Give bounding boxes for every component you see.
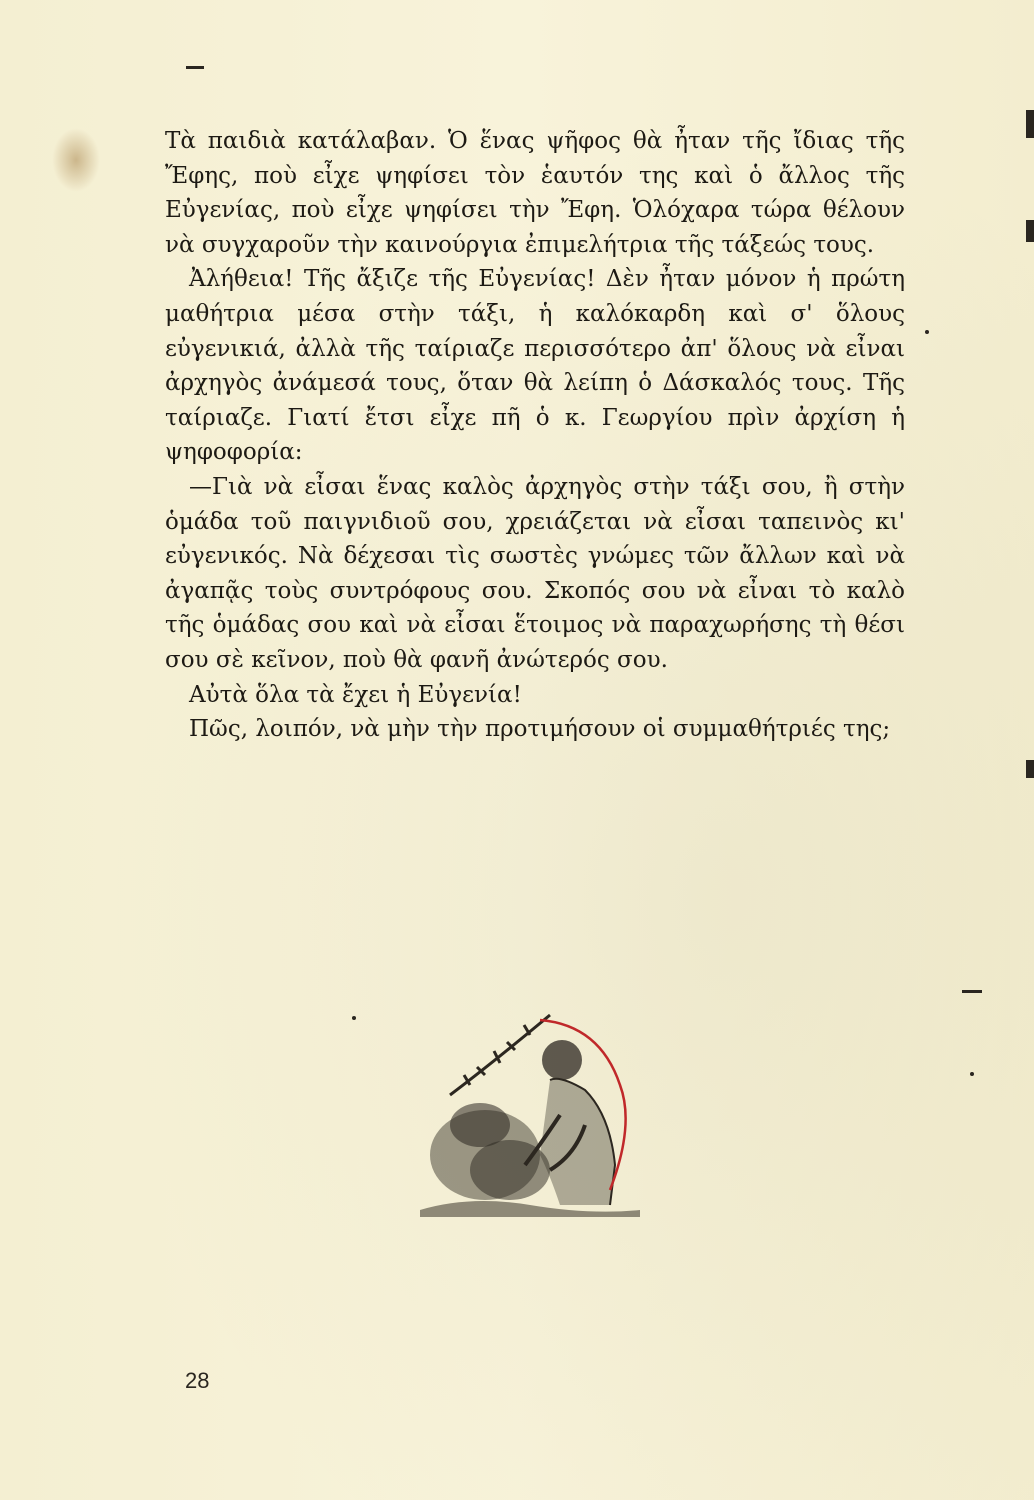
page-number: 28: [185, 1368, 210, 1393]
paragraph: Τὰ παιδιὰ κατάλαβαν. Ὁ ἕνας ψῆφος θὰ ἦταν τῆς ἴδιας τῆς Ἔφης, ποὺ εἶχε ψηφίσει τὸν ἑαυτόν της καὶ ὁ ἄλλος τῆς Εὐγενίας, ποὺ εἶχε ψηφίσει τὴν Ἔφη. Ὁλόχαρα τώρα θέλουν νὰ συγχαροῦν τὴν καινούργια ἐπιμελήτρια τῆς τάξεώς τους.: [165, 128, 905, 258]
edge-mark: [1026, 760, 1034, 778]
paragraph: Ἀλήθεια! Τῆς ἄξιζε τῆς Εὐγενίας! Δὲν ἦταν μόνον ἡ πρώτη μαθήτρια μέσα στὴν τάξι, ἡ καλόκαρδη καὶ σ' ὅλους εὐγενικιά, ἀλλὰ τῆς ταίριαζε περισσότερο ἀπ' ὅλους νὰ εἶναι ἀρχηγὸς ἀνάμεσά τους, ὅταν θὰ λείπη ὁ Δάσκαλός τους. Τῆς ταίριαζε. Γιατί ἔτσι εἶχε πῆ ὁ κ. Γεωργίου πρὶν ἀρχίση ἡ ψηφοφορία:: [165, 266, 905, 466]
girl-gardening-illustration: [410, 1005, 650, 1225]
paragraph: —Γιὰ νὰ εἶσαι ἕνας καλὸς ἀρχηγὸς στὴν τάξι σου, ἢ στὴν ὁμάδα τοῦ παιγνιδιοῦ σου, χρειάζεται νὰ εἶσαι ταπεινὸς κι' εὐγενικός. Νὰ δέχεσαι τὶς σωστὲς γνώμες τῶν ἄλλων καὶ νὰ ἀγαπᾷς τοὺς συντρόφους σου. Σκοπός σου νὰ εἶναι τὸ καλὸ τῆς ὁμάδας σου καὶ νὰ εἶσαι ἕτοιμος νὰ παραχωρήσης τὴ θέσι σου σὲ κεῖνον, ποὺ θὰ φανῆ ἀνώτερός σου.: [165, 473, 905, 673]
top-dash-mark: [186, 66, 204, 69]
paragraph: Αὐτὰ ὅλα τὰ ἔχει ἡ Εὐγενία!: [189, 681, 522, 708]
edge-mark: [1026, 110, 1034, 138]
paragraph: Πῶς, λοιπόν, νὰ μὴν τὴν προτιμήσουν οἱ συμμαθήτριές της;: [189, 716, 891, 743]
speck: [925, 330, 929, 334]
body-text: [165, 124, 905, 747]
edge-mark: [1026, 220, 1034, 242]
speck: [970, 1072, 974, 1076]
speck: [352, 1016, 356, 1020]
edge-mark: [962, 990, 982, 993]
paper-stain: [52, 128, 100, 192]
